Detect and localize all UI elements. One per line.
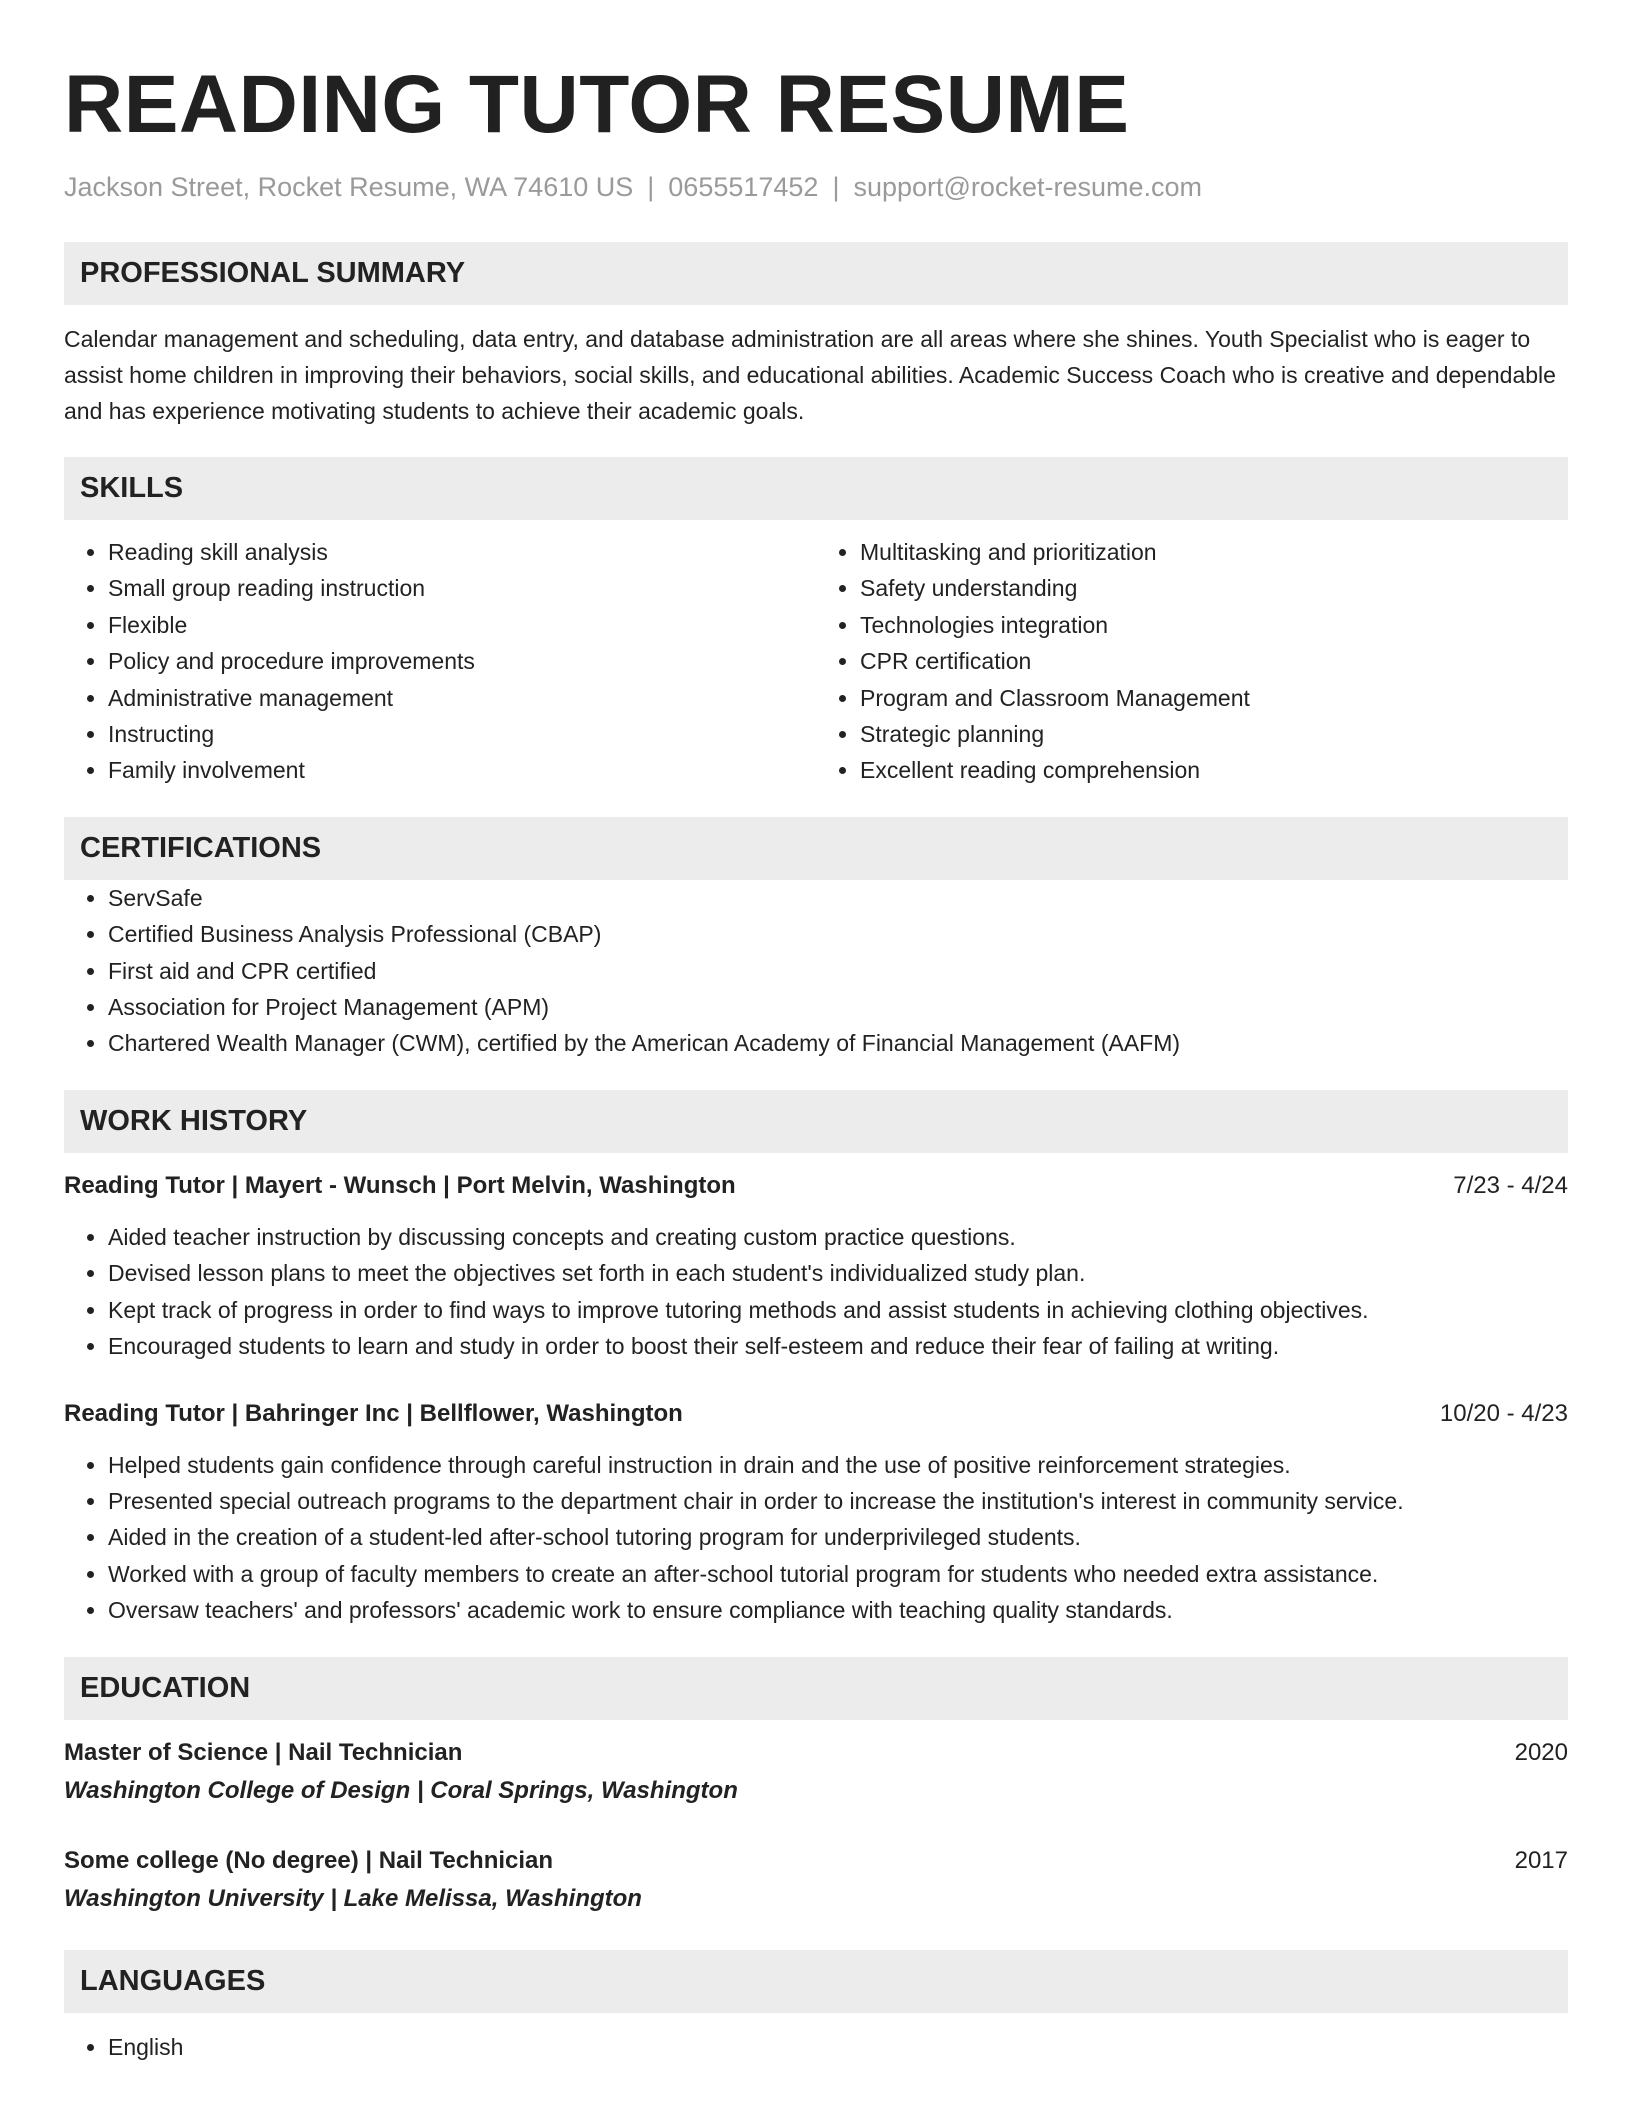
- skills-column-right: [816, 534, 1568, 789]
- job-entry: [64, 1169, 1568, 1365]
- skill-item: • Program and Classroom Management: [860, 680, 1568, 716]
- job-bullet: • Aided teacher instruction by discussing concepts and creating custom practice questions.: [108, 1219, 1568, 1255]
- skills-grid: [64, 534, 1568, 789]
- certifications-list: [64, 880, 1568, 1062]
- section-heading-work-history: WORK HISTORY: [64, 1090, 1568, 1153]
- education-year: 2020: [1514, 1738, 1568, 1766]
- job-bullet: • Helped students gain confidence through careful instruction in drain and the use of positive reinforcement strategies.: [108, 1447, 1568, 1483]
- skill-item: • CPR certification: [860, 643, 1568, 679]
- skill-item: • Flexible: [108, 607, 816, 643]
- contact-separator: |: [647, 172, 655, 202]
- skill-item: • Instructing: [108, 716, 816, 752]
- languages-list: [64, 2029, 1568, 2065]
- education-degree: Master of Science | Nail Technician: [64, 1738, 463, 1766]
- education-school: Washington College of Design | Coral Springs, Washington: [64, 1776, 738, 1804]
- skill-item: • Reading skill analysis: [108, 534, 816, 570]
- education-header: [64, 1844, 1568, 1878]
- contact-phone: 0655517452: [668, 172, 819, 202]
- section-heading-certifications: CERTIFICATIONS: [64, 817, 1568, 880]
- certification-item: • First aid and CPR certified: [108, 953, 1568, 989]
- job-dates: 7/23 - 4/24: [1453, 1171, 1568, 1199]
- education-entry: [64, 1736, 1568, 1808]
- job-title: Reading Tutor | Mayert - Wunsch | Port Melvin, Washington: [64, 1171, 736, 1199]
- job-header: [64, 1169, 1568, 1203]
- skill-item: • Policy and procedure improvements: [108, 643, 816, 679]
- contact-line: [64, 170, 1568, 204]
- skill-item: • Technologies integration: [860, 607, 1568, 643]
- section-heading-summary: PROFESSIONAL SUMMARY: [64, 242, 1568, 305]
- job-bullet: • Devised lesson plans to meet the objectives set forth in each student's individualized study plan.: [108, 1255, 1568, 1291]
- resume-title: READING TUTOR RESUME: [64, 59, 1130, 150]
- section-heading-skills: SKILLS: [64, 457, 1568, 520]
- education-degree: Some college (No degree) | Nail Technician: [64, 1846, 554, 1874]
- job-bullet: • Kept track of progress in order to find ways to improve tutoring methods and assist students in achieving clothing objectives.: [108, 1292, 1568, 1328]
- job-bullets: [64, 1219, 1568, 1365]
- job-bullet: • Presented special outreach programs to the department chair in order to increase the institution's interest in community service.: [108, 1483, 1568, 1519]
- education-header: [64, 1736, 1568, 1770]
- education-school: Washington University | Lake Melissa, Washington: [64, 1884, 642, 1912]
- job-bullet: • Worked with a group of faculty members to create an after-school tutorial program for students who needed extra assistance.: [108, 1556, 1568, 1592]
- contact-email: support@rocket-resume.com: [853, 172, 1202, 202]
- certification-item: • Chartered Wealth Manager (CWM), certified by the American Academy of Financial Management (AAFM): [108, 1025, 1568, 1061]
- skill-item: • Family involvement: [108, 752, 816, 788]
- language-item: • English: [108, 2029, 1568, 2065]
- education-year: 2017: [1514, 1846, 1568, 1874]
- job-header: [64, 1397, 1568, 1431]
- contact-separator: |: [832, 172, 840, 202]
- education-entry: [64, 1844, 1568, 1916]
- section-heading-languages: LANGUAGES: [64, 1950, 1568, 2013]
- skill-item: • Administrative management: [108, 680, 816, 716]
- skill-item: • Strategic planning: [860, 716, 1568, 752]
- job-dates: 10/20 - 4/23: [1439, 1399, 1568, 1427]
- job-bullet: • Oversaw teachers' and professors' academic work to ensure compliance with teaching quality standards.: [108, 1592, 1568, 1628]
- section-heading-education: EDUCATION: [64, 1657, 1568, 1720]
- job-entry: [64, 1397, 1568, 1629]
- skill-item: • Safety understanding: [860, 570, 1568, 606]
- certification-item: • Certified Business Analysis Professional (CBAP): [108, 916, 1568, 952]
- job-title: Reading Tutor | Bahringer Inc | Bellflower, Washington: [64, 1399, 683, 1427]
- skill-item: • Small group reading instruction: [108, 570, 816, 606]
- job-bullet: • Aided in the creation of a student-led after-school tutoring program for underprivileged students.: [108, 1519, 1568, 1555]
- contact-address: Jackson Street, Rocket Resume, WA 74610 US: [64, 172, 634, 202]
- job-bullets: [64, 1447, 1568, 1629]
- job-bullet: • Encouraged students to learn and study in order to boost their self-esteem and reduce their fear of failing at writing.: [108, 1328, 1568, 1364]
- skills-column-left: [64, 534, 816, 789]
- certification-item: • ServSafe: [108, 880, 1568, 916]
- certification-item: • Association for Project Management (APM): [108, 989, 1568, 1025]
- skill-item: • Multitasking and prioritization: [860, 534, 1568, 570]
- summary-text: Calendar management and scheduling, data entry, and database administration are all areas where she shines. Youth Specialist who is eager to assist home children in improving their behaviors, social skills, and educational abilities. Academic Success Coach who is creative and dependable and has experience motivating students to achieve their academic goals.: [64, 326, 1556, 424]
- skill-item: • Excellent reading comprehension: [860, 752, 1568, 788]
